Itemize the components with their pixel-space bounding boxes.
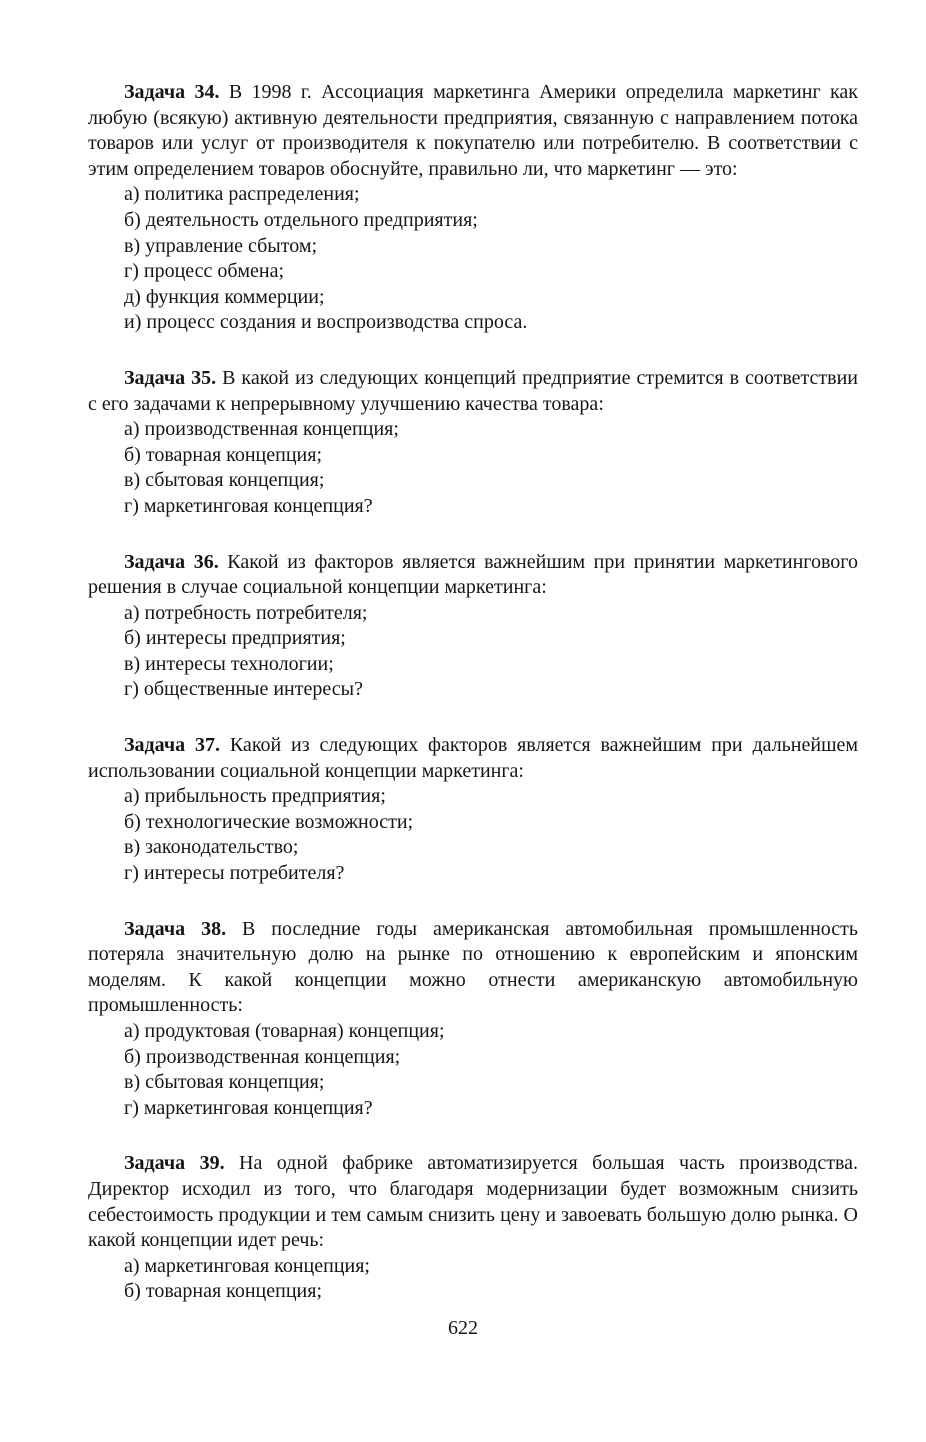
option-item: а) продуктовая (товарная) концепция; [124, 1020, 445, 1042]
task-text: Какой из следующих факторов является важнейшим при дальнейшем использовании социальной концепции маркетинга: [88, 734, 859, 782]
task-statement [88, 1151, 858, 1253]
option-item: б) товарная концепция; [124, 443, 322, 466]
option-item: г) процесс обмена; [124, 260, 285, 283]
task-statement [88, 80, 858, 182]
option-item: в) законодательство; [124, 836, 299, 859]
option-item: в) сбытовая концепция; [124, 469, 325, 492]
task-label: Задача 38. [124, 917, 227, 940]
option-item: в) сбытовая концепция; [124, 1071, 325, 1094]
task-text: Какой из факторов является важнейшим при принятии маркетингового решения в случае социальной концепции маркетинга: [88, 550, 858, 599]
page-body [88, 80, 858, 1305]
option-item: а) потребность потребителя; [124, 601, 368, 624]
option-item: б) технологические возможности; [124, 810, 414, 833]
task-38 [88, 917, 858, 1122]
task-text: В последние годы американская автомобильная промышленность потеряла значительную долю на рынке по отношению к европейским и японским моделям. К какой концепции можно отнести американскую автомобильную промышленность: [88, 917, 859, 1017]
option-list [88, 1254, 858, 1305]
task-statement [88, 366, 858, 417]
task-35 [88, 366, 858, 520]
task-label: Задача 39. [124, 1152, 225, 1175]
option-item: б) интересы предприятия; [124, 627, 346, 650]
option-item: д) функция коммерции; [124, 285, 325, 308]
option-item: а) политика распределения; [124, 183, 360, 206]
task-label: Задача 37. [124, 734, 220, 757]
option-item: б) производственная концепция; [124, 1045, 401, 1068]
task-37 [88, 733, 858, 887]
option-item: а) производственная концепция; [124, 418, 399, 441]
task-label: Задача 36. [124, 550, 219, 573]
task-statement [88, 733, 858, 784]
page-number: 622 [448, 1317, 478, 1339]
option-list [88, 1019, 858, 1121]
option-item: а) прибыльность предприятия; [124, 785, 386, 808]
option-item: в) управление сбытом; [124, 234, 318, 257]
option-list [88, 417, 858, 519]
option-item: г) общественные интересы? [124, 678, 363, 701]
task-label: Задача 35. [124, 366, 217, 389]
option-item: а) маркетинговая концепция; [124, 1254, 370, 1277]
task-statement [88, 550, 858, 601]
option-list [88, 601, 858, 703]
task-statement [88, 917, 858, 1019]
task-39 [88, 1151, 858, 1305]
task-text: В 1998 г. Ассоциация маркетинга Америки определила маркетинг как любую (всякую) активную деятельности предприятия, связанную с направлением потока товаров или услуг от производителя к покупателю или потребителю. В соответствии с этим определением товаров обоснуйте, правильно ли, что маркетинг — это: [88, 81, 859, 180]
task-text: В какой из следующих концепций предприятие стремится в соответствии с его задачами к непрерывному улучшению качества товара: [88, 366, 858, 415]
task-label: Задача 34. [124, 81, 220, 103]
option-list [88, 182, 858, 336]
task-36 [88, 550, 858, 704]
option-item: б) деятельность отдельного предприятия; [124, 208, 478, 231]
task-34 [88, 80, 858, 336]
option-list [88, 784, 858, 886]
option-item: и) процесс создания и воспроизводства спроса. [124, 311, 528, 334]
option-item: г) маркетинговая концепция? [124, 1096, 373, 1119]
option-item: б) товарная концепция; [124, 1280, 322, 1303]
task-text: На одной фабрике автоматизируется большая часть производства. Директор исходил из того, что благодаря модернизации будет возможным снизить себестоимость продукции и тем самым снизить цену и завоевать большую долю рынка. О какой концепции идет речь: [88, 1152, 858, 1252]
option-item: г) интересы потребителя? [124, 862, 345, 885]
option-item: г) маркетинговая концепция? [124, 494, 373, 517]
option-item: в) интересы технологии; [124, 652, 334, 675]
